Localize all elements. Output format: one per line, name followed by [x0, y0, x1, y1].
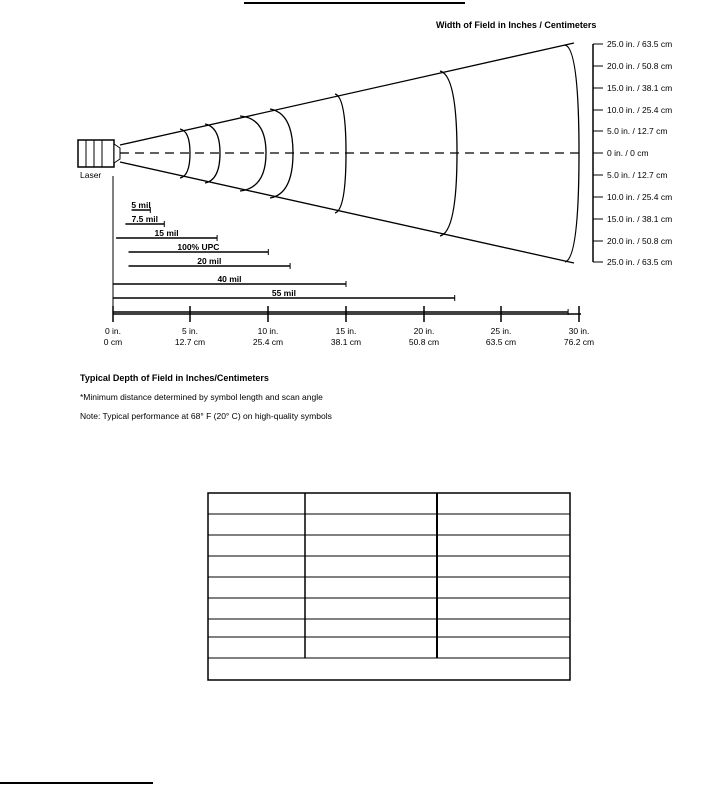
- tick-inches: 5 in.: [181, 326, 199, 336]
- tick-inches: 15 in.: [335, 326, 357, 336]
- tick-inches: 10 in.: [257, 326, 279, 336]
- width-label: 25.0 in. / 63.5 cm: [607, 39, 673, 49]
- footnote-typical-performance: Note: Typical performance at 68° F (20° C) on high-quality symbols: [80, 411, 332, 421]
- beam-cone: [120, 43, 584, 263]
- empty-table: [208, 493, 570, 680]
- tick-cm: 0 cm: [103, 337, 123, 347]
- tick-cm: 12.7 cm: [174, 337, 206, 347]
- tick-cm: 50.8 cm: [408, 337, 440, 347]
- width-label: 10.0 in. / 25.4 cm: [607, 192, 673, 202]
- width-label: 5.0 in. / 12.7 cm: [607, 170, 668, 180]
- tick-cm: 63.5 cm: [485, 337, 517, 347]
- range-bars: [113, 200, 568, 315]
- width-label: 15.0 in. / 38.1 cm: [607, 214, 673, 224]
- range-bar-label: 55 mil: [271, 288, 296, 298]
- axis-caption: Typical Depth of Field in Inches/Centimeters: [80, 373, 269, 383]
- depth-tick-labels: [104, 326, 594, 347]
- tick-inches: 0 in.: [104, 326, 122, 336]
- range-bar-label: 20 mil: [197, 256, 222, 266]
- range-bar-label: 40 mil: [217, 274, 242, 284]
- tick-cm: 25.4 cm: [252, 337, 284, 347]
- tick-inches: 30 in.: [568, 326, 590, 336]
- width-scale: [593, 44, 603, 262]
- width-heading: Width of Field in Inches / Centimeters: [436, 20, 597, 30]
- laser-icon: [78, 140, 120, 167]
- width-label: 25.0 in. / 63.5 cm: [607, 257, 673, 267]
- tick-cm: 38.1 cm: [330, 337, 362, 347]
- width-label: 20.0 in. / 50.8 cm: [607, 61, 673, 71]
- range-bar-label: 100% UPC: [177, 242, 220, 252]
- range-bar-label: 5 mil: [131, 200, 151, 210]
- tick-inches: 25 in.: [490, 326, 512, 336]
- width-label: 5.0 in. / 12.7 cm: [607, 126, 668, 136]
- footnote-minimum-distance: *Minimum distance determined by symbol length and scan angle: [80, 392, 323, 402]
- tick-cm: 76.2 cm: [563, 337, 595, 347]
- width-label: 0 in. / 0 cm: [607, 148, 649, 158]
- range-bar-label: 7.5 mil: [131, 214, 159, 224]
- width-label: 10.0 in. / 25.4 cm: [607, 105, 673, 115]
- tick-inches: 20 in.: [413, 326, 435, 336]
- width-labels: [607, 39, 672, 267]
- width-label: 20.0 in. / 50.8 cm: [607, 236, 673, 246]
- range-bar-label: 15 mil: [154, 228, 179, 238]
- width-label: 15.0 in. / 38.1 cm: [607, 83, 673, 93]
- laser-label: Laser: [80, 170, 102, 180]
